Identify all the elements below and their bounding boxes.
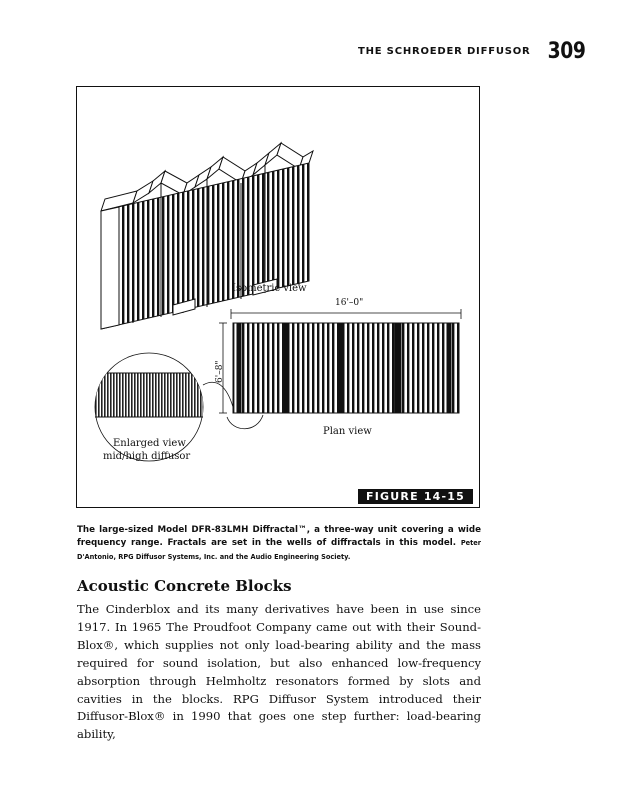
figure-number-badge: FIGURE 14-15 (358, 489, 473, 504)
caption-credit: Peter D'Antonio, RPG Diffusor Systems, Inc. and the Audio Engineering Society. (77, 539, 481, 561)
page-number: 309 (547, 38, 585, 64)
enlarged-view-sublabel: mid/high diffusor (103, 451, 191, 462)
isometric-front-face (101, 163, 309, 329)
running-title: THE SCHROEDER DIFFUSOR (357, 45, 531, 57)
plan-view-label: Plan view (323, 426, 372, 437)
caption-main: The large-sized Model DFR-83LMH Diffractal™, a three-way unit covering a wide frequency range. Fractals are set in the wells of diffractals in this model. (77, 524, 481, 549)
figure-caption (77, 524, 481, 565)
body-paragraph: The Cinderblox and its many derivatives have been in use since 1917. In 1965 The Proudfoot Company came out with their Sound-Blox®, which supplies not only load-bearing ability and the mass required for sound isolation, but also enhanced low-frequency absorption through Helmholtz resonators formed by slots and cavities in the blocks. RPG Diffusor System introduced their Diffusor-Blox® in 1990 that goes one step further: load-bearing ability, (77, 602, 481, 742)
isometric-label: Isometric view (232, 283, 307, 294)
height-dimension-label: 6'–8" (215, 360, 225, 383)
width-dimension-label: 16'–0" (335, 298, 364, 308)
enlarged-view-label: Enlarged view (113, 438, 186, 449)
section-heading: Acoustic Concrete Blocks (77, 577, 292, 595)
running-head (300, 40, 585, 62)
figure-frame (76, 86, 480, 508)
plan-view (233, 323, 459, 413)
width-dimension (231, 309, 461, 319)
